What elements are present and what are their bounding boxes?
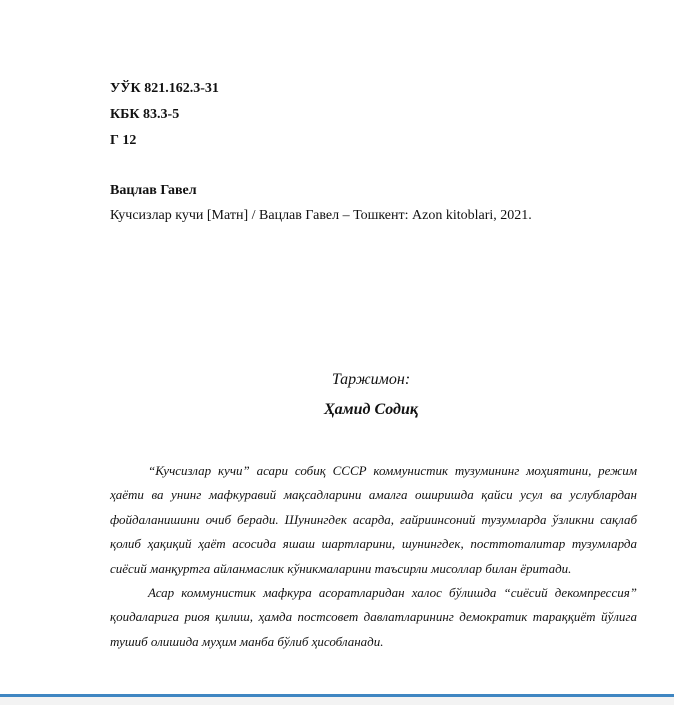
g-code: Г 12 [110, 133, 137, 148]
abstract [110, 459, 637, 654]
bibliographic-entry: Кучсизлар кучи [Матн] / Вацлав Гавел – Тошкент: Azon kitoblari, 2021. [110, 208, 532, 223]
author-name: Вацлав Гавел [110, 183, 197, 198]
next-page-strip [0, 697, 674, 705]
abstract-paragraph: Асар коммунистик мафкура асоратларидан халос бўлишда “сиёсий декомпрессия” қоидаларига риоя қилиш, ҳамда постсовет давлатларининг демократик тараққиёт йўлига тушиб олишида муҳим манба бўлиб ҳисобланади. [110, 585, 637, 649]
translator-name: Ҳамид Содиқ [324, 401, 418, 418]
classification-codes [110, 76, 219, 154]
abstract-paragraph: “Кучсизлар кучи” асари собиқ СССР коммунистик тузумининг моҳиятини, режим ҳаёти ва унинг мафкуравий мақсадларини амалга оширишда қайси усул ва услублардан фойдаланишини очиб беради. Шунингдек асарда, ғайриинсоний тузумларда ўзликни сақлаб қолиб ҳақиқий ҳаёт асосида яшаш шартларини, шунингдек, посттоталитар тузумларда сиёсий манқуртга айланмаслик кўникмаларини таъсирли мисоллар билан ёритади. [110, 463, 637, 576]
kbk-code: КБК 83.3-5 [110, 107, 180, 122]
udk-code: УЎК 821.162.3-31 [110, 81, 219, 96]
translator-label: Таржимон: [331, 371, 411, 388]
